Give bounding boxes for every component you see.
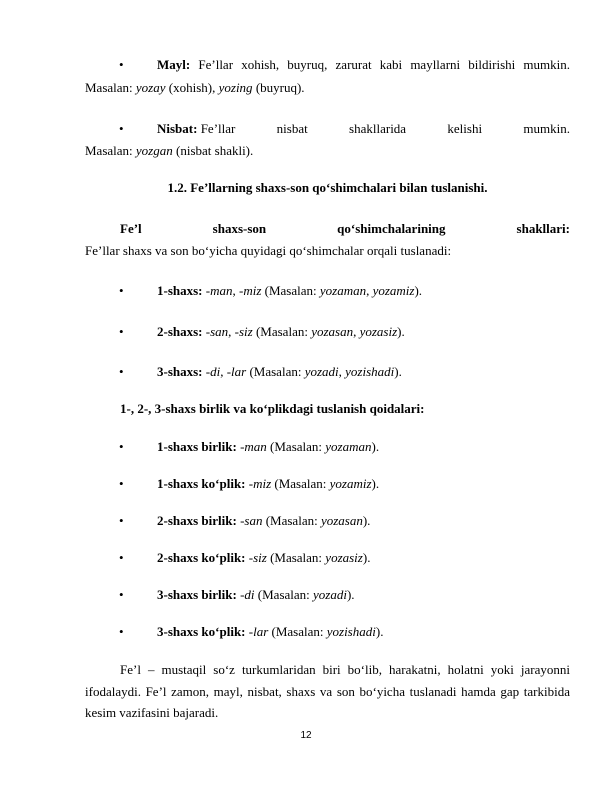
bullet-marker: •	[119, 550, 124, 565]
rule-example-prefix: (Masalan:	[262, 513, 321, 528]
rule-line	[157, 585, 570, 605]
rule-item	[85, 548, 570, 568]
person-suffix: -siz	[234, 324, 253, 339]
rule-item	[85, 511, 570, 531]
person-item	[85, 281, 570, 301]
person-line	[157, 362, 570, 382]
person-item	[85, 362, 570, 382]
rule-line	[157, 622, 570, 642]
shaxs-heading-word: qo‘shimchalarining	[337, 221, 446, 236]
nisbat-word: nisbat	[276, 121, 308, 136]
nisbat-example: yozgan	[135, 143, 173, 158]
rule-example-close: ).	[375, 624, 384, 639]
closing-paragraph: Fe’l – mustaqil so‘z turkumlaridan biri bo‘lib, harakatni, holatni yoki jarayonni ifodalaydi. Fe’l zamon, mayl, nisbat, shaxs va son bo‘yicha tuslanadi hamda gap tarkibida kesim vazifasini bajaradi.	[85, 662, 570, 720]
rule-example: yozadi	[313, 587, 347, 602]
rule-example-close: ).	[362, 513, 371, 528]
person-suffix: -di	[205, 364, 221, 379]
bullet-marker: •	[119, 587, 124, 602]
rule-suffix: -lar	[248, 624, 269, 639]
rule-example-close: ).	[371, 439, 380, 454]
rule-example-prefix: (Masalan:	[271, 476, 330, 491]
mayl-bullet-item	[85, 55, 570, 75]
shaxs-intro-line: Fe’llar shaxs va son bo‘yicha quyidagi qo‘shimchalar orqali tuslanadi:	[85, 243, 452, 258]
person-separator: ,	[338, 364, 346, 379]
bullet-marker: •	[119, 121, 124, 136]
person-separator: ,	[353, 324, 360, 339]
rule-line	[157, 437, 570, 457]
person-line	[157, 281, 570, 301]
page-number: 12	[300, 730, 312, 741]
person-example-prefix: (Masalan:	[252, 324, 312, 339]
rule-example: yozasan	[320, 513, 363, 528]
person-example: yozamiz	[372, 283, 415, 298]
person-separator: ,	[232, 283, 239, 298]
shaxs-heading-word: shaxs-son	[212, 221, 267, 236]
nisbat-word: shakllarida	[349, 121, 407, 136]
nisbat-term: Nisbat:	[157, 121, 198, 136]
mayl-example-2: yozing	[218, 80, 253, 95]
rule-line	[157, 511, 570, 531]
nisbat-word: mumkin.	[523, 121, 570, 136]
mayl-example-1: yozay	[135, 80, 166, 95]
nisbat-word: kelishi	[447, 121, 483, 136]
bullet-marker: •	[119, 283, 124, 298]
rule-example-close: ).	[371, 476, 380, 491]
rule-example: yozishadi	[326, 624, 376, 639]
rule-suffix: -miz	[248, 476, 272, 491]
nisbat-word: Fe’llar	[200, 121, 236, 136]
bullet-marker: •	[119, 364, 124, 379]
person-term: 1-shaxs:	[157, 283, 203, 298]
person-example: yozasiz	[359, 324, 398, 339]
mayl-example-1-note: (xohish),	[165, 80, 219, 95]
shaxs-heading-word: Fe’l	[120, 221, 142, 236]
rule-item	[85, 437, 570, 457]
mayl-line	[157, 55, 570, 75]
bullet-marker: •	[119, 324, 124, 339]
section-heading: 1.2. Fe’llarning shaxs-son qo‘shimchalari bilan tuslanishi.	[167, 180, 488, 195]
mayl-example-prefix: Masalan:	[85, 80, 136, 95]
bullet-marker: •	[119, 624, 124, 639]
rule-item	[85, 474, 570, 494]
rule-line	[157, 474, 570, 494]
mayl-example-2-note: (buyruq).	[252, 80, 305, 95]
bullet-marker: •	[119, 57, 124, 72]
mayl-term: Mayl:	[157, 57, 191, 72]
shaxs-heading-line	[120, 219, 570, 239]
person-example: yozasan	[311, 324, 354, 339]
rule-example-prefix: (Masalan:	[266, 550, 326, 565]
rule-example-prefix: (Masalan:	[268, 624, 327, 639]
rule-term: 3-shaxs birlik:	[157, 587, 237, 602]
person-example: yozadi	[304, 364, 339, 379]
rule-term: 2-shaxs ko‘plik:	[157, 550, 246, 565]
mayl-text: Fe’llar xohish, buyruq, zarurat kabi mayllarni bildirishi mumkin.	[190, 57, 570, 72]
person-example-prefix: (Masalan:	[261, 283, 320, 298]
rule-item	[85, 585, 570, 605]
rule-term: 1-shaxs ko‘plik:	[157, 476, 246, 491]
rule-example-close: ).	[346, 587, 355, 602]
person-example: yozaman	[319, 283, 367, 298]
person-example: yozishadi	[345, 364, 395, 379]
rule-example: yozaman	[325, 439, 372, 454]
rule-term: 3-shaxs ko‘plik:	[157, 624, 246, 639]
rules-heading: 1-, 2-, 3-shaxs birlik va ko‘plikdagi tuslanish qoidalari:	[120, 401, 425, 416]
bullet-marker: •	[119, 476, 124, 491]
mayl-example-line	[85, 78, 570, 98]
rule-example: yozamiz	[329, 476, 372, 491]
person-item	[85, 322, 570, 342]
rule-example-prefix: (Masalan:	[254, 587, 314, 602]
rule-term: 2-shaxs birlik:	[157, 513, 237, 528]
rule-suffix: -di	[240, 587, 255, 602]
rule-item	[85, 622, 570, 642]
rule-suffix: -man	[240, 439, 267, 454]
person-suffix: -san	[205, 324, 229, 339]
rule-suffix: -siz	[248, 550, 267, 565]
person-suffix: -miz	[238, 283, 262, 298]
nisbat-example-prefix: Masalan:	[85, 143, 136, 158]
nisbat-example-note: (nisbat shakli).	[172, 143, 254, 158]
rule-example-prefix: (Masalan:	[266, 439, 326, 454]
rule-suffix: -san	[240, 513, 263, 528]
person-example-close: ).	[397, 324, 405, 339]
person-separator: ,	[366, 283, 373, 298]
rule-line	[157, 548, 570, 568]
nisbat-line	[157, 119, 570, 139]
person-line	[157, 322, 570, 342]
person-separator: ,	[220, 364, 227, 379]
person-separator: ,	[228, 324, 235, 339]
person-example-close: ).	[394, 364, 402, 379]
person-term: 3-shaxs:	[157, 364, 203, 379]
rule-example-close: ).	[362, 550, 371, 565]
person-suffix: -man	[205, 283, 233, 298]
rule-term: 1-shaxs birlik:	[157, 439, 237, 454]
nisbat-example-line	[85, 141, 570, 161]
rule-example: yozasiz	[325, 550, 363, 565]
person-example-close: ).	[414, 283, 423, 298]
bullet-marker: •	[119, 513, 124, 528]
person-suffix: -lar	[226, 364, 247, 379]
bullet-marker: •	[119, 439, 124, 454]
person-example-prefix: (Masalan:	[246, 364, 305, 379]
person-term: 2-shaxs:	[157, 324, 203, 339]
shaxs-heading-word: shakllari:	[516, 221, 570, 236]
